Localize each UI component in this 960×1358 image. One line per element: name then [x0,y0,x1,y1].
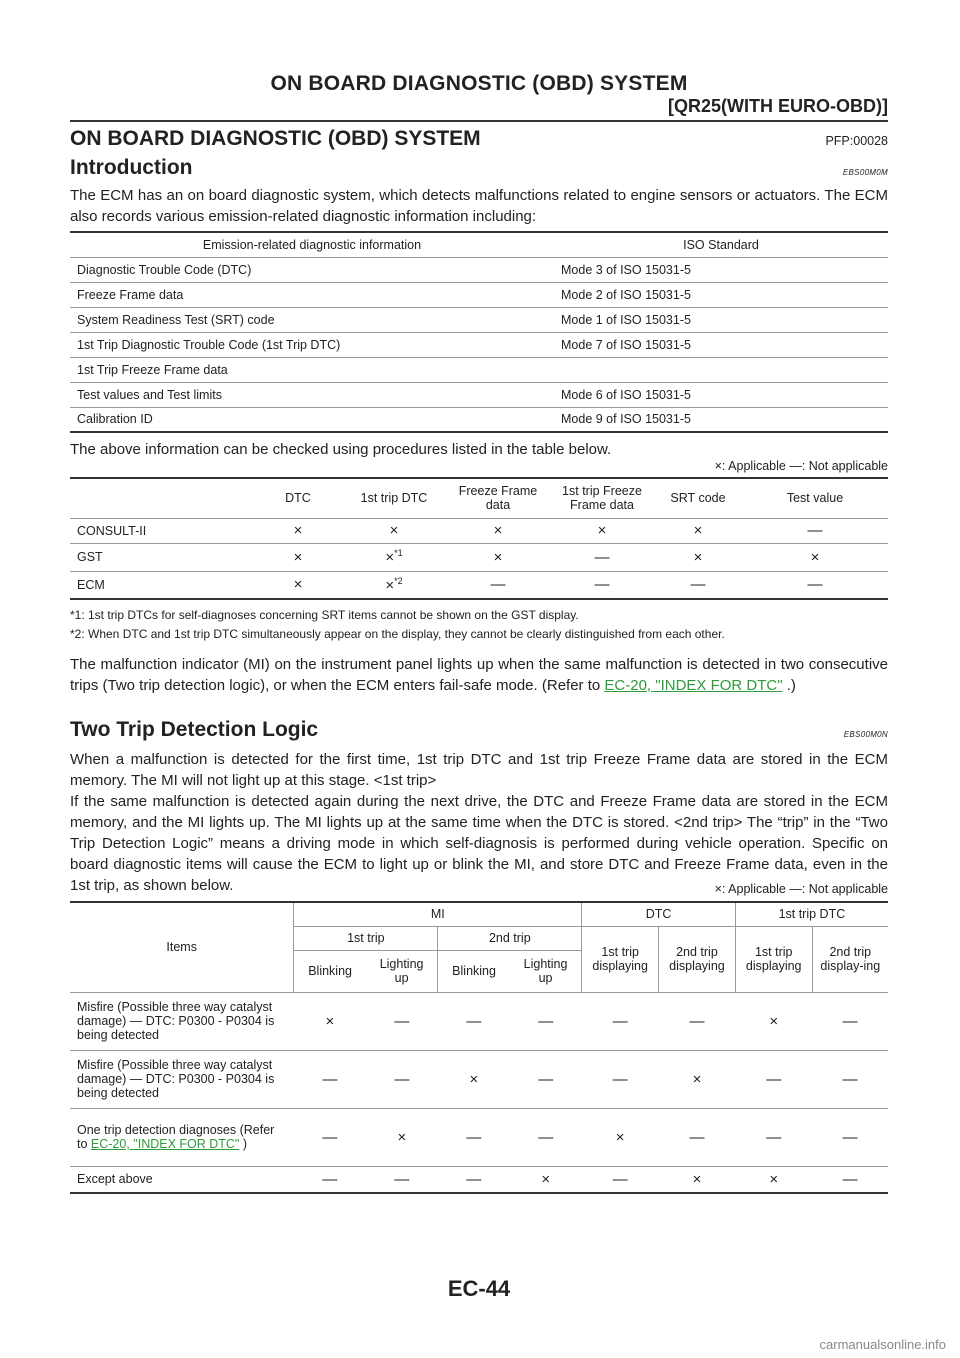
table3-cell: — [766,1070,782,1088]
table3-header-dtc: DTC [582,902,736,926]
table2-cell: × [293,522,303,539]
header-subtitle: [QR25(WITH EURO-OBD)] [668,96,888,116]
table2-cell: × [293,576,303,594]
document-page [70,0,888,1358]
table3-cell: — [612,1070,628,1088]
footnote-1: *1: 1st trip DTCs for self-diagnoses concerning SRT items cannot be shown on the GST display. [70,608,579,622]
table3-header-tripdtc-2nd: 2nd trip display-ing [812,926,888,992]
table2-cell: × [597,522,607,539]
table3-header-1st-trip-dtc: 1st trip DTC [735,902,888,926]
table3-cell: × [325,1012,335,1030]
table3-header-mi: MI [294,902,582,926]
table2-row-label: CONSULT-II [77,523,147,538]
table3-row-label-after: ) [239,1137,248,1151]
table2-cell: × [810,548,820,566]
header-title: ON BOARD DIAGNOSTIC (OBD) SYSTEM [270,72,688,95]
table3-cell: — [538,1070,554,1088]
table3-cell: — [322,1128,338,1146]
check-procedure-table [70,477,888,600]
table1-cell: Mode 7 of ISO 15031-5 [561,337,691,352]
table2-cell: ×$^{*1}$ [385,548,403,566]
table3-header-tripdtc-1st: 1st trip displaying [735,926,812,992]
intro-heading: Introduction [70,156,193,179]
table1-cell: Freeze Frame data [77,287,184,302]
table3-header-blinking-2: Blinking [438,950,510,992]
table2-header: 1st trip Freeze Frame data [562,484,642,513]
table3-header-1st-trip: 1st trip [294,926,438,950]
table3-header-dtc-2nd: 2nd trip displaying [659,926,736,992]
footnote-2: *2: When DTC and 1st trip DTC simultaneously appear on the display, they cannot be clearly distinguished from each other. [70,627,725,641]
table3-row-label [70,1108,294,1166]
table2-cell: × [389,522,399,539]
header-rule [70,120,888,122]
table3-cell: — [394,1070,410,1088]
table3-header-items: Items [166,940,197,955]
table1-header-info: Emission-related diagnostic information [202,237,422,252]
table2-cell: — [807,522,823,539]
table2-row-label: GST [77,550,103,564]
table2-cell: — [690,576,706,594]
footnote-marker: *1 [394,548,403,558]
table3-cell: × [397,1128,407,1146]
table1-cell: System Readiness Test (SRT) code [77,312,275,327]
table3-cell: — [538,1128,554,1146]
table3-cell: — [394,1012,410,1030]
table1-cell: Diagnostic Trouble Code (DTC) [77,262,252,277]
table2-header: DTC [285,491,311,506]
table2-header: Freeze Frame data [458,484,538,513]
two-trip-text: When a malfunction is detected for the first time, 1st trip DTC and 1st trip Freeze Frame data are stored in the ECM memory. The MI will not light up at this stage. <1st trip> If the same malfunction is detected again during the next drive, the DTC and Freeze Frame data are stored in the ECM memory, and the MI lights up. The MI lights up at the same time when the DTC is stored. <2nd trip> The “trip” in the “Two Trip Detection Logic” means a driving mode in which self-diagnosis is performed during vehicle operation. Specific on board diagnostic items will cause the ECM to light up or blink the MI, and store DTC and Freeze Frame data, even in the 1st trip, as shown below. [70,751,888,894]
table3-row-label: Misfire (Possible three way catalyst damage) — DTC: P0300 - P0304 is being detected [77,1058,275,1100]
table2-cell: × [493,548,503,566]
mi-text-before: The malfunction indicator (MI) on the instrument panel lights up when the same malfunction is detected in two consecutive trips (Two trip detection logic), or when the ECM enters fail-safe mode. (Refer to [70,656,888,694]
table3-cell: × [692,1070,702,1088]
table2-cell: × [493,522,503,539]
table1-cell: 1st Trip Freeze Frame data [77,362,228,377]
intro-code: EBS00M0M [842,168,888,177]
emission-info-table [70,231,888,433]
table3-row-label: Except above [77,1172,153,1187]
page-number: EC-44 [447,1276,511,1301]
table2-cell: — [490,576,506,594]
table2-header: SRT code [670,491,726,506]
table1-header-iso: ISO Standard [683,237,759,252]
mi-text [70,654,888,696]
table1-cell: Calibration ID [77,412,153,427]
table2-header: 1st trip DTC [360,491,428,506]
table1-cell [554,357,888,382]
table3-cell: × [769,1170,779,1188]
table2-header: Test value [786,491,844,506]
table2-cell: × [293,548,303,566]
table1-cell: Mode 6 of ISO 15031-5 [561,387,691,402]
intro-text: The ECM has an on board diagnostic system, which detects malfunctions related to engine sensors or actuators. The ECM also records various emission-related diagnostic information including: [70,187,888,225]
table3-cell: — [394,1170,410,1188]
index-for-dtc-link-2[interactable]: EC-20, "INDEX FOR DTC" [90,1137,240,1151]
table3-cell: — [538,1012,554,1030]
two-trip-table [70,901,888,1194]
table1-cell: Mode 9 of ISO 15031-5 [561,412,691,427]
table3-cell: — [612,1170,628,1188]
table2-header-corner [70,478,254,518]
table3-cell: × [615,1128,625,1146]
table1-cell: 1st Trip Diagnostic Trouble Code (1st Trip DTC) [77,337,341,352]
table3-cell: — [842,1070,858,1088]
table2-cell: — [807,576,823,594]
table3-cell: — [766,1128,782,1146]
table3-cell: — [322,1170,338,1188]
watermark: carmanualsonline.info [819,1337,946,1352]
footnote-marker: *2 [394,575,403,586]
table2-cell: — [594,576,610,594]
table3-cell: — [689,1128,705,1146]
table2-cell: × [693,548,703,566]
table2-cell: — [594,548,610,566]
table3-header-dtc-1st: 1st trip displaying [582,926,659,992]
table2-row-label: ECM [77,577,105,592]
table3-cell: × [541,1170,551,1188]
section-title: ON BOARD DIAGNOSTIC (OBD) SYSTEM [70,127,481,150]
two-trip-code: EBS00M0N [843,730,888,739]
table3-header-blinking-1: Blinking [294,950,366,992]
table3-header-lighting-2: Lighting up [523,957,568,985]
table3-cell: × [692,1170,702,1188]
table3-row-label-before: One trip detection diagnoses (Refer to [77,1123,275,1151]
table3-row-label: Misfire (Possible three way catalyst damage) — DTC: P0300 - P0304 is being detected [77,1000,275,1042]
table3-cell: — [466,1170,482,1188]
table3-cell: — [842,1012,858,1030]
mi-text-after: .) [782,677,796,694]
table1-cell: Test values and Test limits [77,387,222,402]
two-trip-heading: Two Trip Detection Logic [70,718,319,741]
table3-cell: — [466,1012,482,1030]
table2-cell: ×$^{*2}$ [385,575,403,594]
table3-cell: — [842,1128,858,1146]
legend-applicable: ×: Applicable —: Not applicable [714,459,888,473]
table3-header-lighting-1: Lighting up [379,957,424,985]
table3-header-2nd-trip: 2nd trip [438,926,582,950]
table3-cell: × [469,1070,479,1088]
index-for-dtc-link[interactable]: EC-20, "INDEX FOR DTC" [604,677,783,694]
table2-cell: × [693,522,703,539]
legend-applicable-2: ×: Applicable —: Not applicable [714,882,888,896]
table3-cell: — [842,1170,858,1188]
table3-cell: — [689,1012,705,1030]
table1-cell: Mode 3 of ISO 15031-5 [561,262,691,277]
table3-cell: × [769,1012,779,1030]
table3-cell: — [612,1012,628,1030]
table3-cell: — [322,1070,338,1088]
check-text: The above information can be checked using procedures listed in the table below. [70,441,612,458]
table1-cell: Mode 2 of ISO 15031-5 [561,287,691,302]
table1-cell: Mode 1 of ISO 15031-5 [561,312,691,327]
pfp-code: PFP:00028 [825,134,888,148]
table3-cell: — [466,1128,482,1146]
